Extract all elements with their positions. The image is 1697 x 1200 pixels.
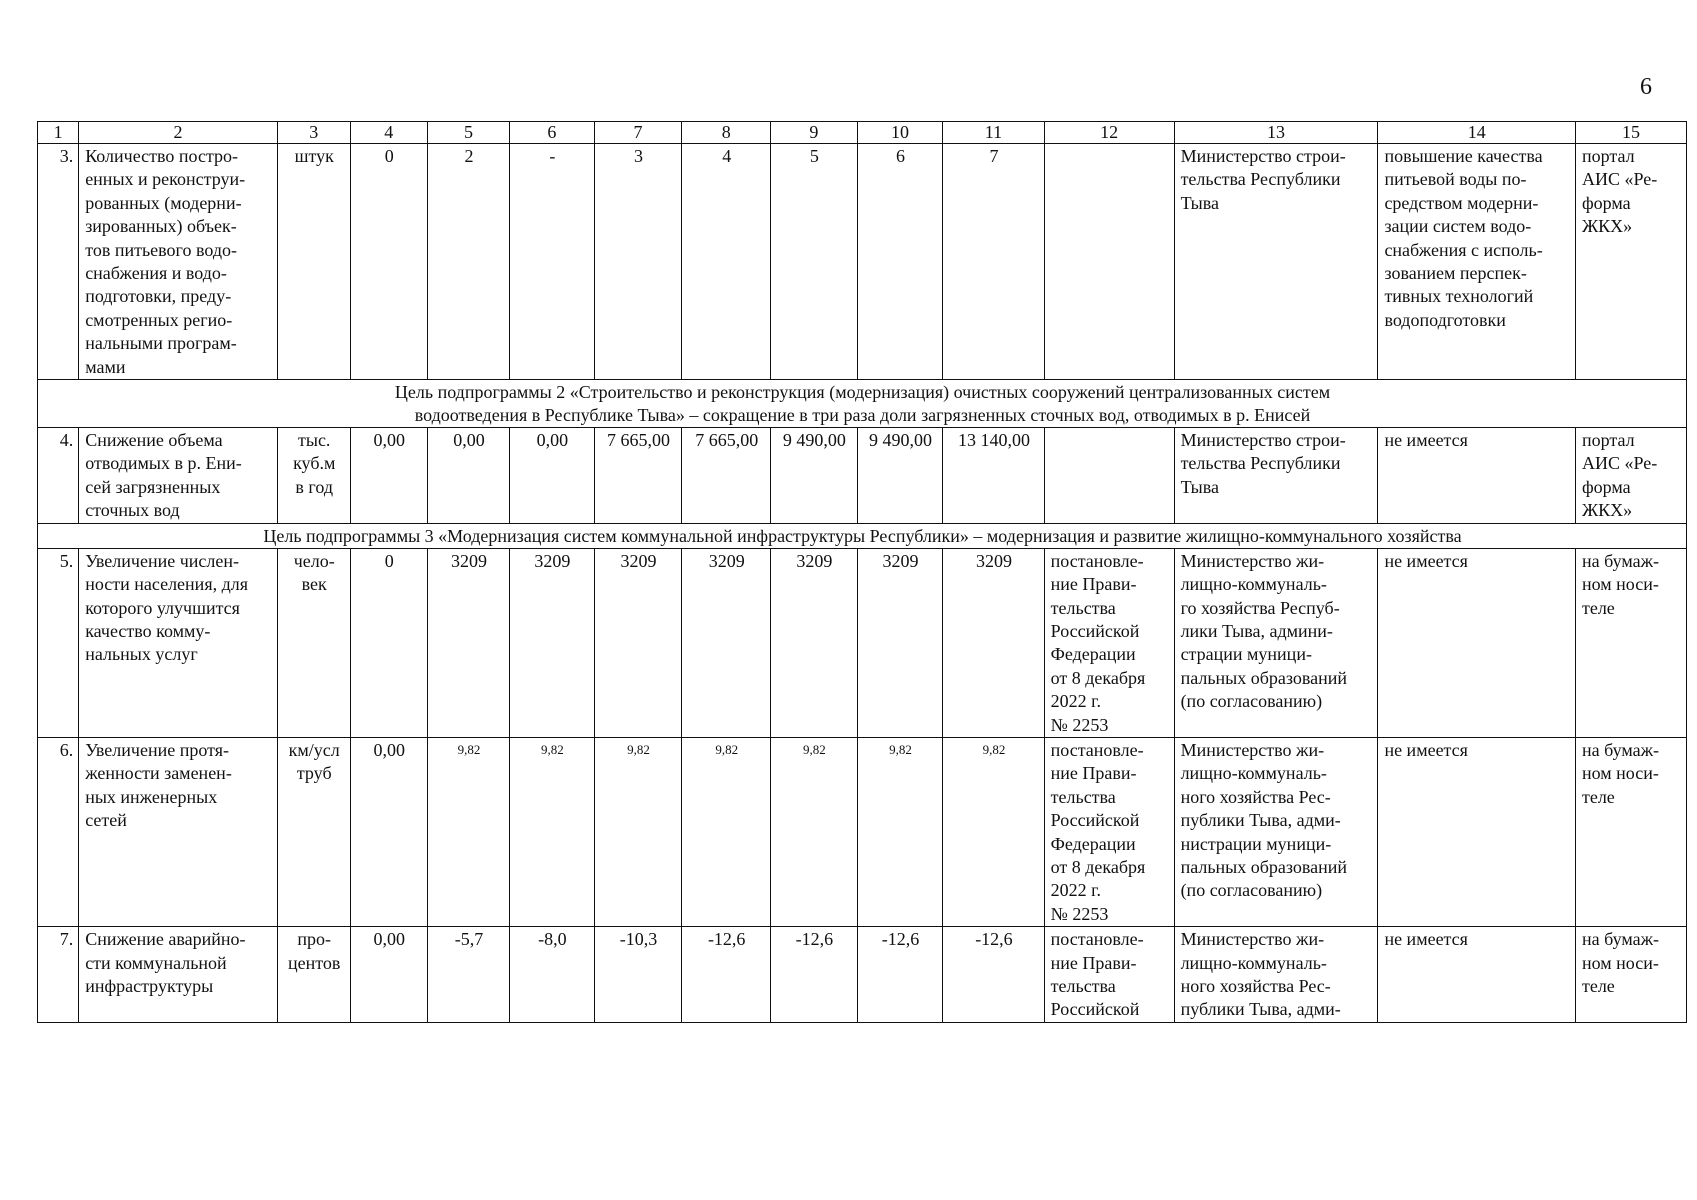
table-cell: -12,6 [771, 927, 858, 1023]
table-body [38, 122, 1687, 1023]
goal-row [38, 380, 1687, 428]
table-cell: 0,00 [350, 927, 427, 1023]
column-number-11: 11 [943, 122, 1044, 144]
table-cell: постановле- ние Прави- тельства Российской Федерации от 8 декабря 2022 г. № 2253 [1044, 548, 1174, 737]
table-cell [1044, 428, 1174, 524]
column-number-8: 8 [682, 122, 771, 144]
column-number-6: 6 [510, 122, 595, 144]
table-cell: -10,3 [594, 927, 682, 1023]
column-number-14: 14 [1378, 122, 1576, 144]
indicator-name: Снижение объема отводимых в р. Ени- сей загрязненных сточных вод [79, 428, 278, 524]
table-cell: 9,82 [943, 737, 1044, 926]
indicator-name: Увеличение протя- женности заменен- ных инженерных сетей [79, 737, 278, 926]
table-cell: -12,6 [943, 927, 1044, 1023]
column-number-7: 7 [594, 122, 682, 144]
table-cell: 3209 [427, 548, 509, 737]
row-number: 4. [38, 428, 79, 524]
goal-text: Цель подпрограммы 2 «Строительство и реконструкция (модернизация) очистных сооружений централизованных систем водоотведения в Республике Тыва» – сокращение в три раза доли загрязненных сточных вод, отводимых в р. Енисей [38, 380, 1687, 428]
table-cell: не имеется [1378, 548, 1576, 737]
row-number: 3. [38, 144, 79, 380]
column-number-4: 4 [350, 122, 427, 144]
table-cell: 9,82 [427, 737, 509, 926]
table-cell: 7 [943, 144, 1044, 380]
column-number-3: 3 [277, 122, 350, 144]
row-number: 5. [38, 548, 79, 737]
table-cell: про- центов [277, 927, 350, 1023]
table-cell: - [510, 144, 595, 380]
table-cell: Министерство строи- тельства Республики Тыва [1174, 144, 1378, 380]
table-cell: 2 [427, 144, 509, 380]
table-cell: 6 [857, 144, 943, 380]
table-cell: 3209 [594, 548, 682, 737]
goal-text: Цель подпрограммы 3 «Модернизация систем коммунальной инфраструктуры Республики» – модернизация и развитие жилищно-коммунального хозяйства [38, 523, 1687, 548]
table-cell: км/усл труб [277, 737, 350, 926]
indicators-table [37, 121, 1687, 1023]
table-cell: штук [277, 144, 350, 380]
table-cell: -12,6 [682, 927, 771, 1023]
table-row [38, 927, 1687, 1023]
table-cell: 7 665,00 [682, 428, 771, 524]
column-number-13: 13 [1174, 122, 1378, 144]
table-row [38, 548, 1687, 737]
table-cell: 0,00 [350, 428, 427, 524]
table-cell: -5,7 [427, 927, 509, 1023]
table-cell: 3209 [943, 548, 1044, 737]
row-number: 7. [38, 927, 79, 1023]
table-cell: 9 490,00 [771, 428, 858, 524]
table-cell: 0 [350, 144, 427, 380]
table-cell: на бумаж- ном носи- теле [1575, 927, 1686, 1023]
table-cell: 13 140,00 [943, 428, 1044, 524]
table-cell: 0 [350, 548, 427, 737]
table-cell: постановле- ние Прави- тельства Российской [1044, 927, 1174, 1023]
table-cell: повышение качества питьевой воды по- средством модерни- зации систем водо- снабжения с исполь- зованием перспек- тивных технологий водоподготовки [1378, 144, 1576, 380]
table-cell: 0,00 [350, 737, 427, 926]
table-cell: 3209 [771, 548, 858, 737]
table-cell: 9,82 [857, 737, 943, 926]
table-cell: 9,82 [771, 737, 858, 926]
table-cell: -12,6 [857, 927, 943, 1023]
table-cell: 3 [594, 144, 682, 380]
table-cell: чело- век [277, 548, 350, 737]
goal-row [38, 523, 1687, 548]
column-number-5: 5 [427, 122, 509, 144]
table-cell: 3209 [682, 548, 771, 737]
table-cell: не имеется [1378, 927, 1576, 1023]
column-number-2: 2 [79, 122, 278, 144]
indicator-name: Количество постро- енных и реконструи- рованных (модерни- зированных) объек- тов питьевого водо- снабжения и водо- подготовки, преду- смотренных регио- нальными програм- мами [79, 144, 278, 380]
table-cell: 7 665,00 [594, 428, 682, 524]
table-cell: Министерство жи- лищно-коммуналь- го хозяйства Респуб- лики Тыва, админи- страции муници- пальных образований (по согласованию) [1174, 548, 1378, 737]
column-number-15: 15 [1575, 122, 1686, 144]
table-cell: 9,82 [594, 737, 682, 926]
table-cell: 9,82 [510, 737, 595, 926]
page-number: 6 [1640, 74, 1652, 100]
table-cell [1044, 144, 1174, 380]
table-cell: 9 490,00 [857, 428, 943, 524]
header-row [38, 122, 1687, 144]
table-cell: 3209 [857, 548, 943, 737]
table-cell: тыс. куб.м в год [277, 428, 350, 524]
indicator-name: Увеличение числен- ности населения, для которого улучшится качество комму- нальных услуг [79, 548, 278, 737]
column-number-10: 10 [857, 122, 943, 144]
table-cell: 5 [771, 144, 858, 380]
table-row [38, 737, 1687, 926]
table-cell: -8,0 [510, 927, 595, 1023]
table-cell: Министерство жи- лищно-коммуналь- ного хозяйства Рес- публики Тыва, адми- [1174, 927, 1378, 1023]
table-cell: на бумаж- ном носи- теле [1575, 737, 1686, 926]
table-cell: 4 [682, 144, 771, 380]
row-number: 6. [38, 737, 79, 926]
column-number-12: 12 [1044, 122, 1174, 144]
indicator-name: Снижение аварийно- сти коммунальной инфраструктуры [79, 927, 278, 1023]
table-cell: на бумаж- ном носи- теле [1575, 548, 1686, 737]
table-cell: 9,82 [682, 737, 771, 926]
column-number-9: 9 [771, 122, 858, 144]
table-cell: 0,00 [427, 428, 509, 524]
table-cell: не имеется [1378, 737, 1576, 926]
table-cell: не имеется [1378, 428, 1576, 524]
table-cell: 3209 [510, 548, 595, 737]
table-row [38, 144, 1687, 380]
table-cell: Министерство строи- тельства Республики Тыва [1174, 428, 1378, 524]
column-number-1: 1 [38, 122, 79, 144]
table-cell: портал АИС «Ре- форма ЖКХ» [1575, 144, 1686, 380]
table-cell: 0,00 [510, 428, 595, 524]
table-row [38, 428, 1687, 524]
table-cell: портал АИС «Ре- форма ЖКХ» [1575, 428, 1686, 524]
table-cell: постановле- ние Прави- тельства Российской Федерации от 8 декабря 2022 г. № 2253 [1044, 737, 1174, 926]
table-cell: Министерство жи- лищно-коммуналь- ного хозяйства Рес- публики Тыва, адми- нистрации муници- пальных образований (по согласованию) [1174, 737, 1378, 926]
